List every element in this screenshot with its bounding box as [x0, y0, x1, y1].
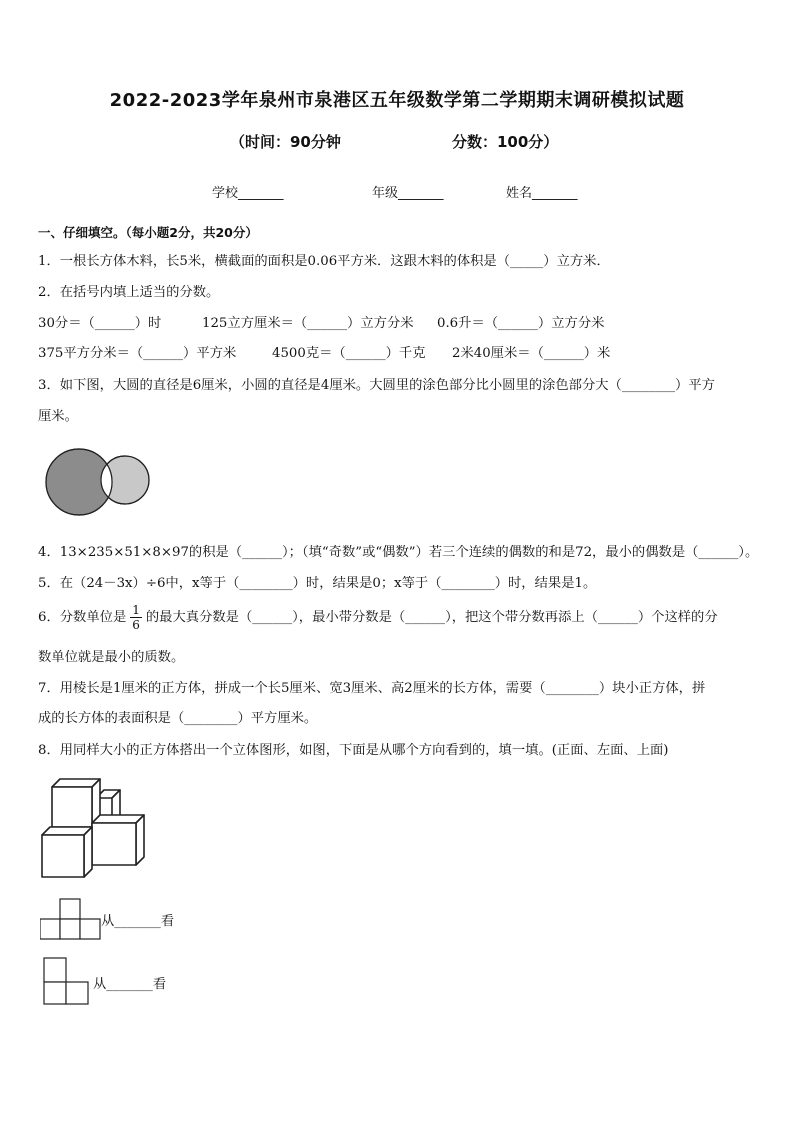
view-2-label: 从_______看 [93, 977, 167, 992]
name-field: 姓名_______ [506, 186, 578, 201]
question-3-line-2: 厘米。 [38, 409, 78, 424]
q6-prefix: 6．分数单位是 [38, 610, 127, 625]
q2-item-3: 0.6升＝（______）立方分米 [437, 316, 605, 331]
question-6-line-2: 数单位就是最小的质数。 [38, 650, 185, 665]
fraction-numerator: 1 [132, 603, 140, 617]
page-title: 2022-2023学年泉州市泉港区五年级数学第二学期期末调研模拟试题 [109, 90, 685, 111]
q2-item-6: 2米40厘米＝（______）米 [452, 346, 611, 361]
question-1: 1．一根长方体木料，长5米，横截面的面积是0.06平方米．这跟木料的体积是（_____）立方米． [38, 254, 610, 269]
fraction [130, 603, 142, 632]
question-5: 5．在（24－3x）÷6中，x等于（________）时，结果是0；x等于（________）时，结果是1。 [38, 576, 597, 591]
question-2: 2．在括号内填上适当的分数。 [38, 285, 220, 300]
question-7-line-1: 7．用棱长是1厘米的正方体，拼成一个长5厘米、宽3厘米、高2厘米的长方体，需要（________）块小正方体，拼 [38, 681, 706, 696]
question-6 [38, 603, 718, 632]
q2-item-2: 125立方厘米＝（______）立方分米 [202, 316, 414, 331]
q2-item-4: 375平方分米＝（______）平方米 [38, 346, 237, 361]
grade-field: 年级_______ [372, 186, 444, 201]
q6-suffix: 的最大真分数是（______），最小带分数是（______），把这个带分数再添上（______）个这样的分 [145, 610, 718, 625]
exam-score: 分数：100分） [452, 133, 559, 151]
cubes-figure [38, 772, 150, 880]
question-3-line-1: 3．如下图，大圆的直径是6厘米，小圆的直径是4厘米。大圆里的涂色部分比小圆里的涂色部分大（________）平方 [38, 378, 715, 393]
view-1-figure [40, 897, 102, 941]
view-2-figure [42, 956, 92, 1006]
question-7-line-2: 成的长方体的表面积是（________）平方厘米。 [38, 711, 318, 726]
circles-figure [40, 448, 155, 518]
q2-item-1: 30分＝（______）时 [38, 316, 162, 331]
fraction-denominator: 6 [132, 618, 140, 632]
q2-item-5: 4500克＝（______）千克 [272, 346, 426, 361]
question-8: 8．用同样大小的正方体搭出一个立体图形，如图，下面是从哪个方向看到的，填一填。(正面、左面、上面) [38, 743, 669, 758]
view-1-label: 从_______看 [101, 914, 175, 929]
question-4: 4．13×235×51×8×97的积是（______）；（填“奇数”或“偶数”）若三个连续的偶数的和是72，最小的偶数是（______）。 [38, 545, 759, 560]
exam-time: （时间：90分钟 [230, 133, 341, 151]
school-field: 学校_______ [212, 186, 284, 201]
section-heading: 一、仔细填空。（每小题2分，共20分） [38, 225, 258, 240]
